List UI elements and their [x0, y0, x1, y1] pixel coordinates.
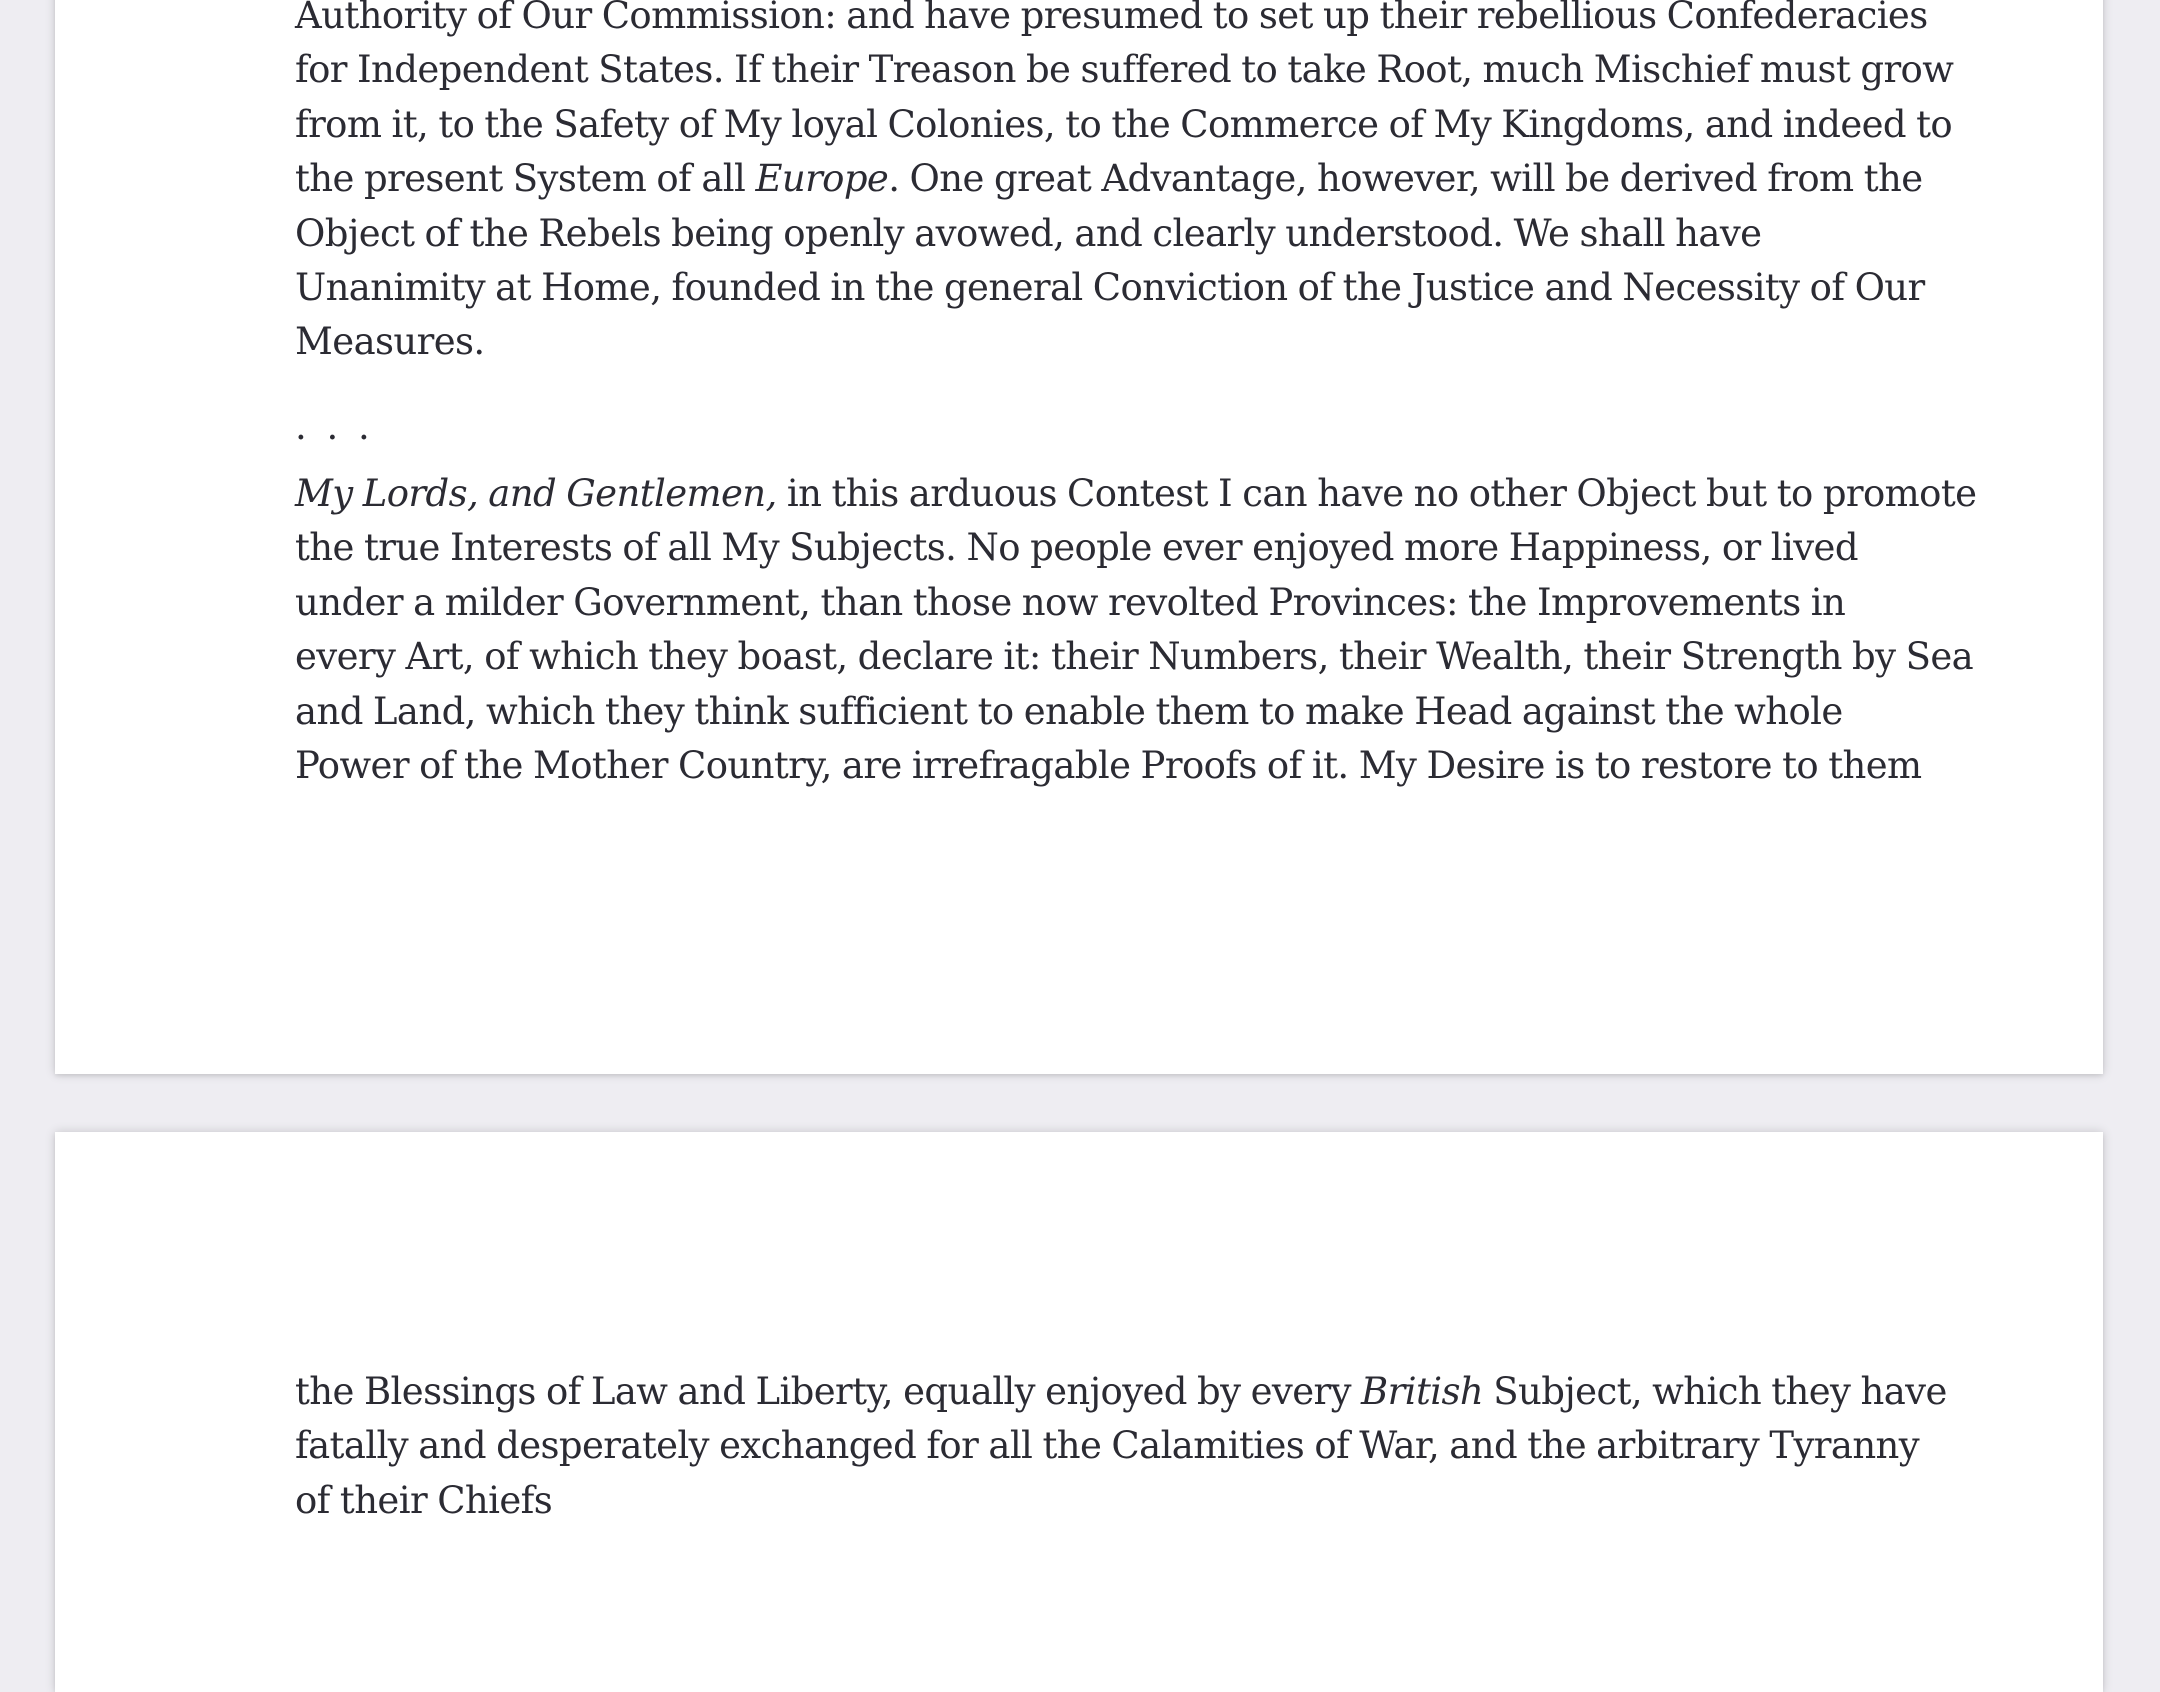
text-line: for Independent States. If their Treason be suffered to take Root, much Mischief must grow [295, 48, 1954, 92]
text-line: the true Interests of all My Subjects. No people ever enjoyed more Happiness, or lived [295, 526, 1858, 570]
document-page-1 [55, 0, 2103, 1074]
paragraph-my-lords [295, 467, 1977, 793]
italic-british: British [1361, 1370, 1484, 1413]
paragraph-commission [295, 0, 1954, 370]
italic-europe: Europe [755, 157, 889, 201]
text-line: Object of the Rebels being openly avowed, and clearly understood. We shall have [295, 211, 1762, 255]
text-line: the present System of all Europe. One great Advantage, however, will be derived from the [295, 157, 1923, 201]
ellipsis: . . . [295, 405, 374, 448]
text-line: from it, to the Safety of My loyal Colonies, to the Commerce of My Kingdoms, and indeed to [295, 102, 1953, 146]
text-line: My Lords, and Gentlemen, in this arduous Contest I can have no other Object but to promote [295, 472, 1977, 515]
text-line: Measures. [295, 320, 485, 364]
text-line: Power of the Mother Country, are irrefragable Proofs of it. My Desire is to restore to them [295, 743, 1922, 787]
document-page-2 [55, 1132, 2103, 1692]
text-line: and Land, which they think sufficient to enable them to make Head against the whole [295, 689, 1843, 733]
text-line: of their Chiefs [295, 1478, 553, 1522]
paragraph-blessings [295, 1365, 1947, 1528]
text-line: the Blessings of Law and Liberty, equally enjoyed by every British Subject, which they have [295, 1370, 1947, 1413]
italic-salutation: My Lords, and Gentlemen, [295, 472, 777, 515]
text-line: Authority of Our Commission: and have presumed to set up their rebellious Confederacies [295, 0, 1928, 37]
text-line: every Art, of which they boast, declare it: their Numbers, their Wealth, their Strength by Sea [295, 635, 1974, 679]
text-line: fatally and desperately exchanged for all the Calamities of War, and the arbitrary Tyranny [295, 1424, 1920, 1468]
text-line: Unanimity at Home, founded in the general Conviction of the Justice and Necessity of Our [295, 265, 1925, 309]
text-line: under a milder Government, than those now revolted Provinces: the Improvements in [295, 580, 1846, 624]
